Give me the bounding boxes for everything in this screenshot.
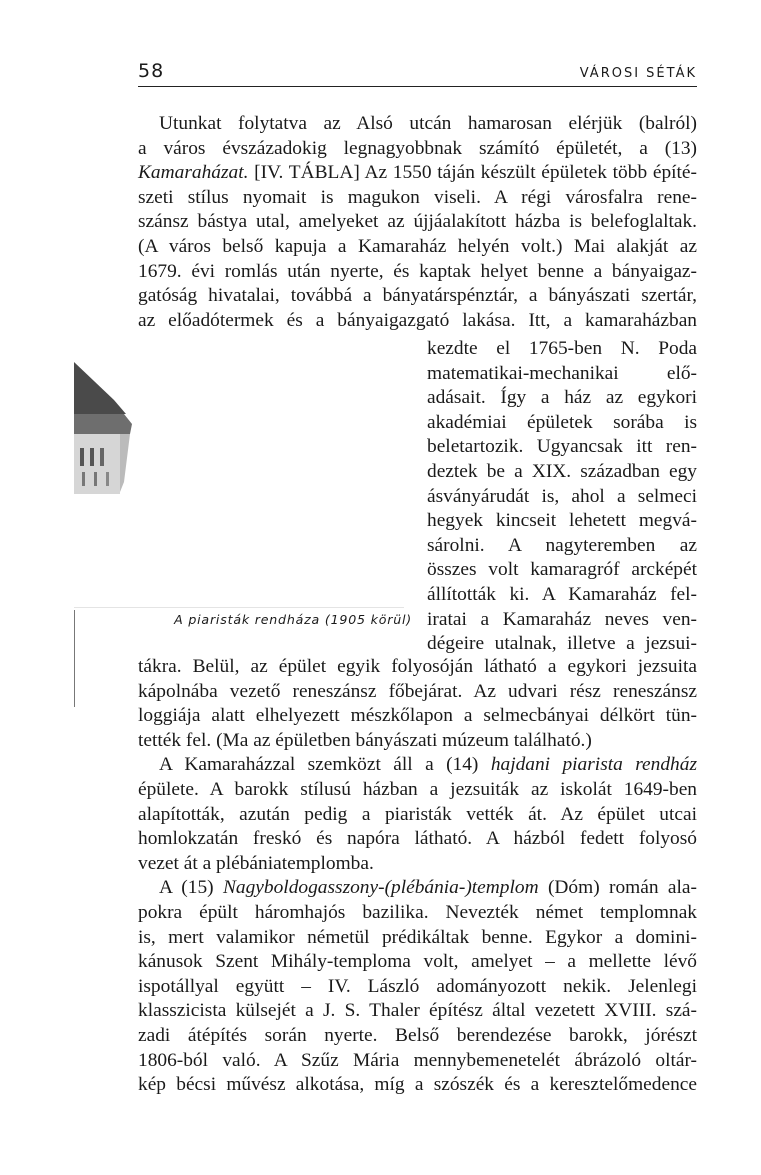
text-line: ásványárudát is, ahol a selmeci xyxy=(427,485,697,507)
text-line: hegyek kincseit lehetett megvá- xyxy=(427,510,697,532)
page-number: 58 xyxy=(138,60,165,82)
text-line: matematikai-mechanikai elő- xyxy=(427,362,697,384)
emphasized-name: Nagyboldogasszony-(plébánia-)templom xyxy=(222,877,539,899)
text-line: pokra épült háromhajós bazilika. Nevezték német templomnak xyxy=(138,901,697,923)
text-line: vezet át a plébániatemplomba. xyxy=(138,852,374,874)
photo-bottom-edge xyxy=(74,607,404,608)
text-line: 1679. évi romlás után nyerte, és kaptak helyet benne a bányaigaz- xyxy=(138,260,697,282)
text-line: ispotállyal együtt – IV. László adományozott nekik. Jelenlegi xyxy=(138,975,697,997)
text-line: 1806-ból való. A Szűz Mária mennybemenetelét ábrázoló oltár- xyxy=(138,1049,697,1071)
text-line: A Kamaraházzal szemközt áll a (14) hajdani piarista rendház xyxy=(159,754,697,776)
text-line: zadi átépítés során nyerte. Belső berendezése barokk, jórészt xyxy=(138,1024,697,1046)
text-line: állították ki. A Kamaraház fel- xyxy=(427,583,697,605)
text-line: dégeire utalnak, illetve a jezsui- xyxy=(427,633,697,655)
text-line: adásait. Így a ház az egykori xyxy=(427,387,697,409)
text-line: szeti stílus nyomait is magukon viseli. A régi városfalra rene- xyxy=(138,186,697,208)
text-line: loggiája alatt elhelyezett mészkőlapon a selmecbányai délkört tün- xyxy=(138,705,697,727)
text-line: tették fel. (Ma az épületben bányászati múzeum található.) xyxy=(138,729,592,751)
text-line: szánsz bástya utal, amelyeket az újjáalakított házba is belefoglaltak. xyxy=(138,211,697,233)
text-line: iratai a Kamaraház neves ven- xyxy=(427,608,697,630)
text-line: akadémiai épületek sorába is xyxy=(427,411,697,433)
text-line: is, mert valamikor németül prédikáltak benne. Egykor a domini- xyxy=(138,926,697,948)
emphasized-name: Kamaraházat. xyxy=(138,162,249,184)
photo-caption: A piaristák rendháza (1905 körül) xyxy=(174,612,412,627)
header-rule xyxy=(138,86,697,87)
text-line: a város évszázadokig legnagyobbnak számító épületét, a (13) xyxy=(138,137,697,159)
side-column-text xyxy=(427,337,697,657)
text-line: Kamaraházat. [IV. TÁBLA] Az 1550 táján készült épületek több építé- xyxy=(138,162,697,184)
text-line: alapították, azután pedig a piaristák vették át. Az épület utcai xyxy=(138,803,697,825)
text-line: deztek be a XIX. században egy xyxy=(427,460,697,482)
text-line: A (15) Nagyboldogasszony-(plébánia-)templom (Dóm) román ala- xyxy=(159,877,697,899)
text-line: Utunkat folytatva az Alsó utcán hamarosan elérjük (balról) xyxy=(159,113,697,134)
text-line: homlokzatán freskó és napóra látható. A házból fedett folyosó xyxy=(138,828,697,850)
text-line: összes volt kamaragróf arcképét xyxy=(427,559,697,581)
piarist-house-photo xyxy=(74,352,404,610)
text-line: gatóság hivatalai, továbbá a bányatárspénztár, a bányászati szertár, xyxy=(138,285,697,307)
intro-paragraph xyxy=(138,112,697,333)
text-line: kezdte el 1765-ben N. Poda xyxy=(427,338,697,359)
emphasized-name: hajdani piarista rendház xyxy=(490,754,697,776)
text-line: kánusok Szent Mihály-temploma volt, amelyet – a mellette lévő xyxy=(138,951,697,973)
text-line: kápolnába vezető reneszánsz főbejárat. Az udvari rész reneszánsz xyxy=(138,680,697,702)
text-line: kép bécsi művész alkotása, míg a szószék és a keresztelőmedence xyxy=(138,1074,697,1096)
running-title: VÁROSI SÉTÁK xyxy=(579,66,697,81)
text-line: épülete. A barokk stílusú házban a jezsuiták az iskolát 1649-ben xyxy=(138,778,697,800)
text-line: (A város belső kapuja a Kamaraház helyén volt.) Mai alakját az xyxy=(138,235,697,257)
text-line: sárolni. A nagyteremben az xyxy=(427,534,697,556)
text-line: tákra. Belül, az épület egyik folyosóján látható a egykori jezsuita xyxy=(138,656,697,677)
text-line: az előadótermek és a bányaigazgató lakása. Itt, a kamaraházban xyxy=(138,309,697,331)
bottom-text xyxy=(138,655,697,1098)
text-line: beletartozik. Ugyancsak itt ren- xyxy=(427,436,697,458)
text-line: klasszicista külsejét a J. S. Thaler építész által vezetett XVIII. szá- xyxy=(138,1000,697,1022)
